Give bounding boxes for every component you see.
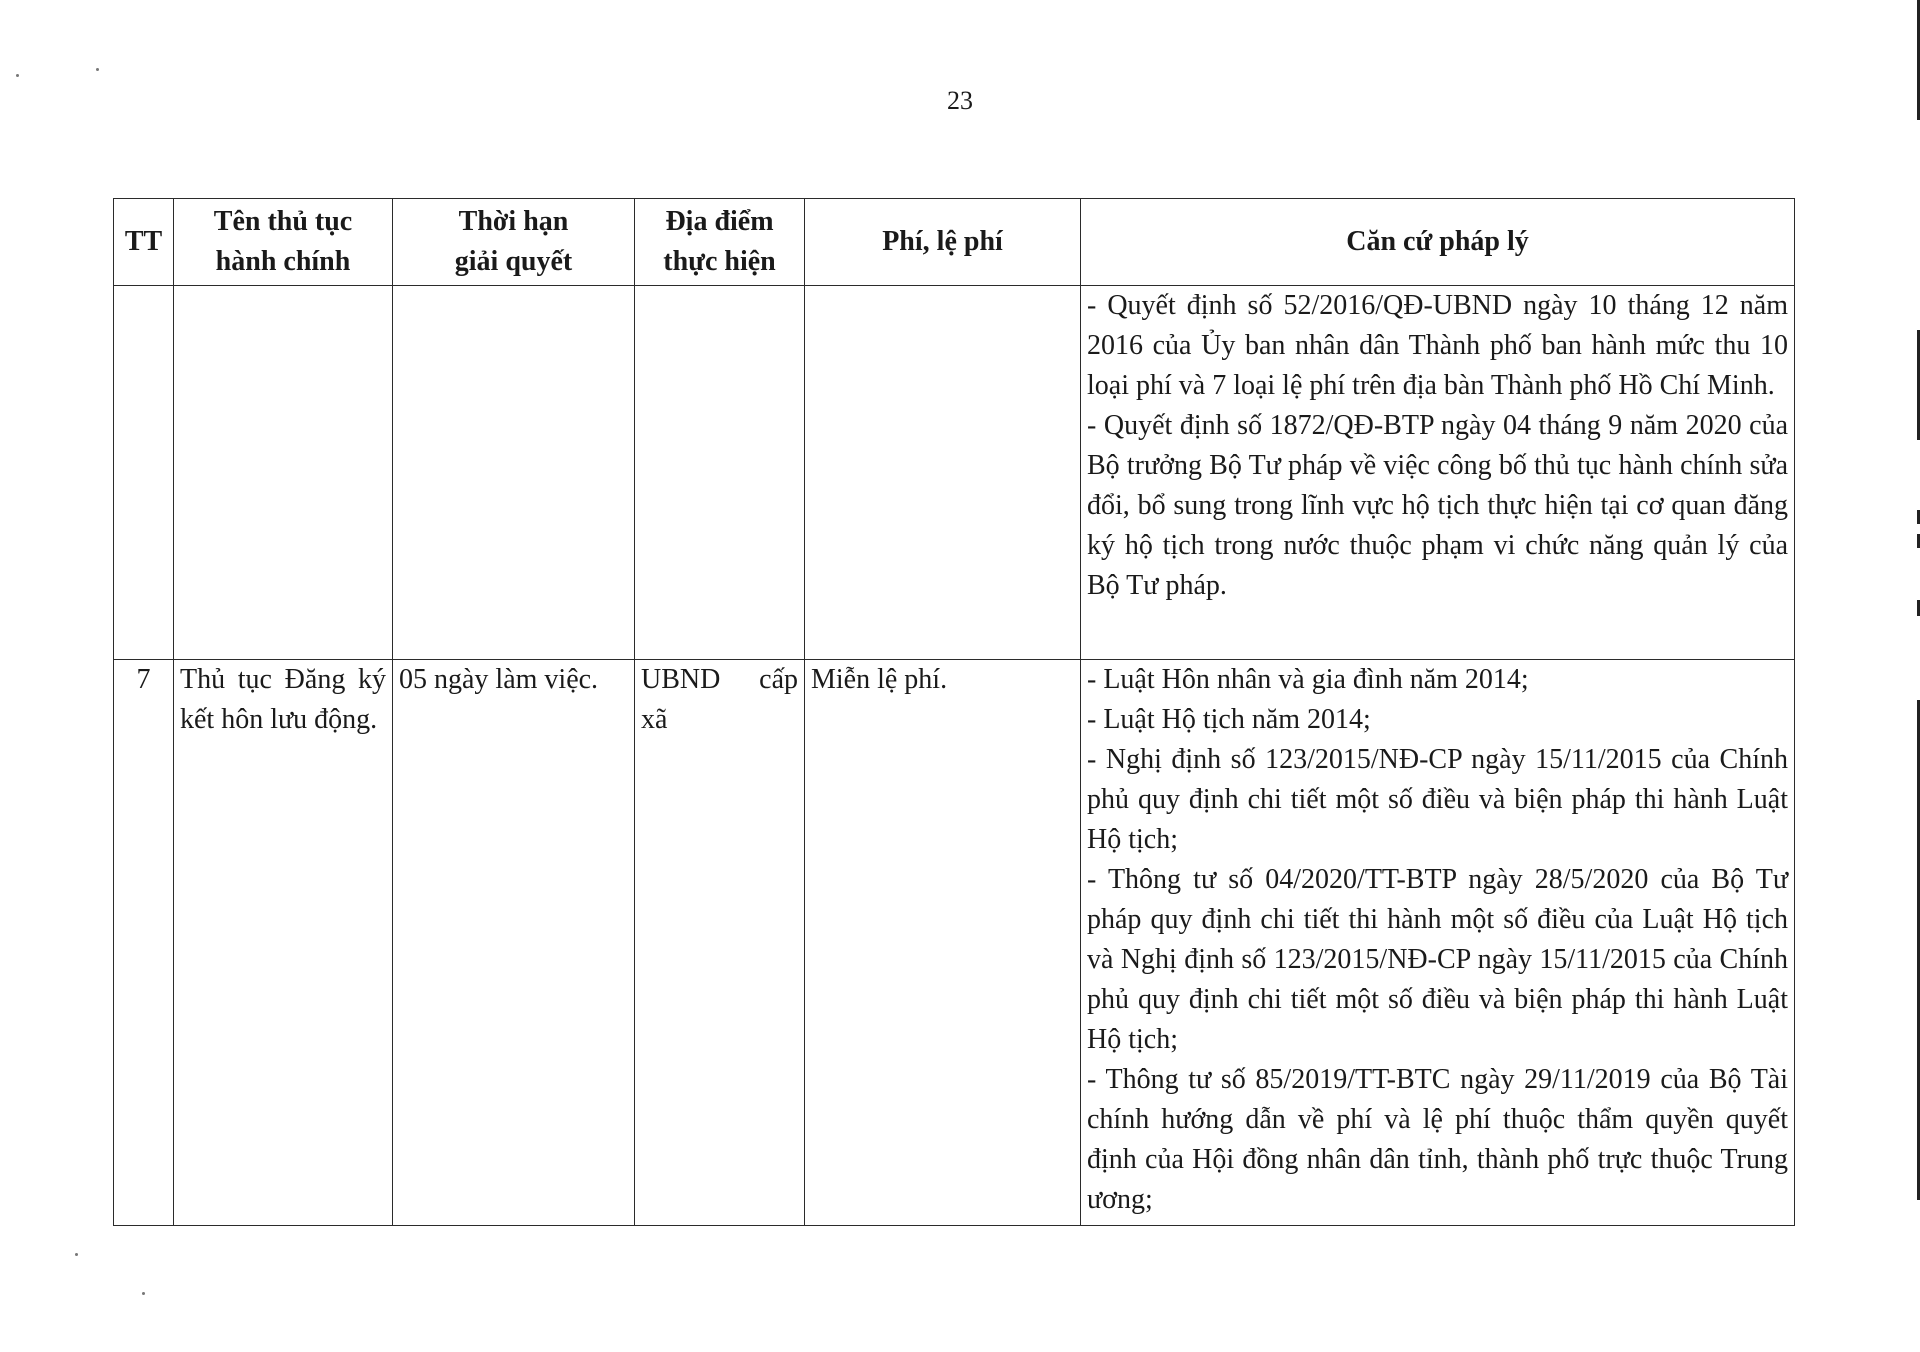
header-procedure-name (174, 199, 393, 286)
header-fees: Phí, lệ phí (805, 199, 1081, 286)
scan-speck (142, 1292, 145, 1295)
header-procedure-line1: Tên thủ tục (213, 206, 353, 237)
scan-speck (16, 74, 19, 77)
cell-procedure: Thủ tục Đăng ký kết hôn lưu động. (174, 660, 393, 1226)
header-procedure-line2: hành chính (215, 246, 351, 277)
page-number: 23 (947, 86, 973, 115)
header-tt: TT (114, 199, 174, 286)
table-row (114, 660, 1795, 1226)
header-legal-basis: Căn cứ pháp lý (1081, 199, 1795, 286)
legal-basis-item: - Luật Hôn nhân và gia đình năm 2014; (1087, 664, 1529, 695)
cell-legal-basis (1081, 286, 1795, 660)
cell-tt (114, 286, 174, 660)
cell-fees: Miễn lệ phí. (805, 660, 1081, 1226)
legal-basis-item: - Quyết định số 1872/QĐ-BTP ngày 04 tháng 9 năm 2020 của Bộ trưởng Bộ Tư pháp về việc công bố thủ tục hành chính sửa đổi, bổ sung trong lĩnh vực hộ tịch thực hiện tại cơ quan đăng ký hộ tịch trong nước thuộc phạm vi chức năng quản lý của Bộ Tư pháp. (1087, 410, 1788, 601)
header-location-line2: thực hiện (663, 246, 776, 277)
legal-basis-item: - Nghị định số 123/2015/NĐ-CP ngày 15/11/2015 của Chính phủ quy định chi tiết một số điều và biện pháp thi hành Luật Hộ tịch; (1087, 744, 1788, 855)
header-deadline-line1: Thời hạn (458, 206, 569, 237)
procedures-table-container (113, 198, 1794, 1226)
header-deadline-line2: giải quyết (454, 246, 573, 277)
cell-tt: 7 (114, 660, 174, 1226)
cell-fees (805, 286, 1081, 660)
cell-location: UBND cấp xã (635, 660, 805, 1226)
header-deadline (393, 199, 635, 286)
legal-basis-item: - Thông tư số 04/2020/TT-BTP ngày 28/5/2020 của Bộ Tư pháp quy định chi tiết thi hành một số điều của Luật Hộ tịch và Nghị định số 123/2015/NĐ-CP ngày 15/11/2015 của Chính phủ quy định chi tiết một số điều và biện pháp thi hành Luật Hộ tịch; (1087, 864, 1788, 1055)
legal-basis-item: - Quyết định số 52/2016/QĐ-UBND ngày 10 tháng 12 năm 2016 của Ủy ban nhân dân Thành phố ban hành mức thu 10 loại phí và 7 loại lệ phí trên địa bàn Thành phố Hồ Chí Minh. (1087, 290, 1788, 401)
scan-speck (96, 68, 99, 71)
header-location-line1: Địa điểm (665, 206, 774, 237)
legal-basis-item: - Luật Hộ tịch năm 2014; (1087, 704, 1371, 735)
cell-location (635, 286, 805, 660)
header-location (635, 199, 805, 286)
scan-speck (75, 1253, 78, 1256)
procedures-table (113, 198, 1795, 1226)
legal-basis-item: - Thông tư số 85/2019/TT-BTC ngày 29/11/2019 của Bộ Tài chính hướng dẫn về phí và lệ phí thuộc thẩm quyền quyết định của Hội đồng nhân dân tỉnh, thành phố trực thuộc Trung ương; (1087, 1064, 1788, 1215)
cell-procedure (174, 286, 393, 660)
cell-legal-basis (1081, 660, 1795, 1226)
table-header-row (114, 199, 1795, 286)
cell-deadline: 05 ngày làm việc. (393, 660, 635, 1226)
cell-deadline (393, 286, 635, 660)
table-row (114, 286, 1795, 660)
